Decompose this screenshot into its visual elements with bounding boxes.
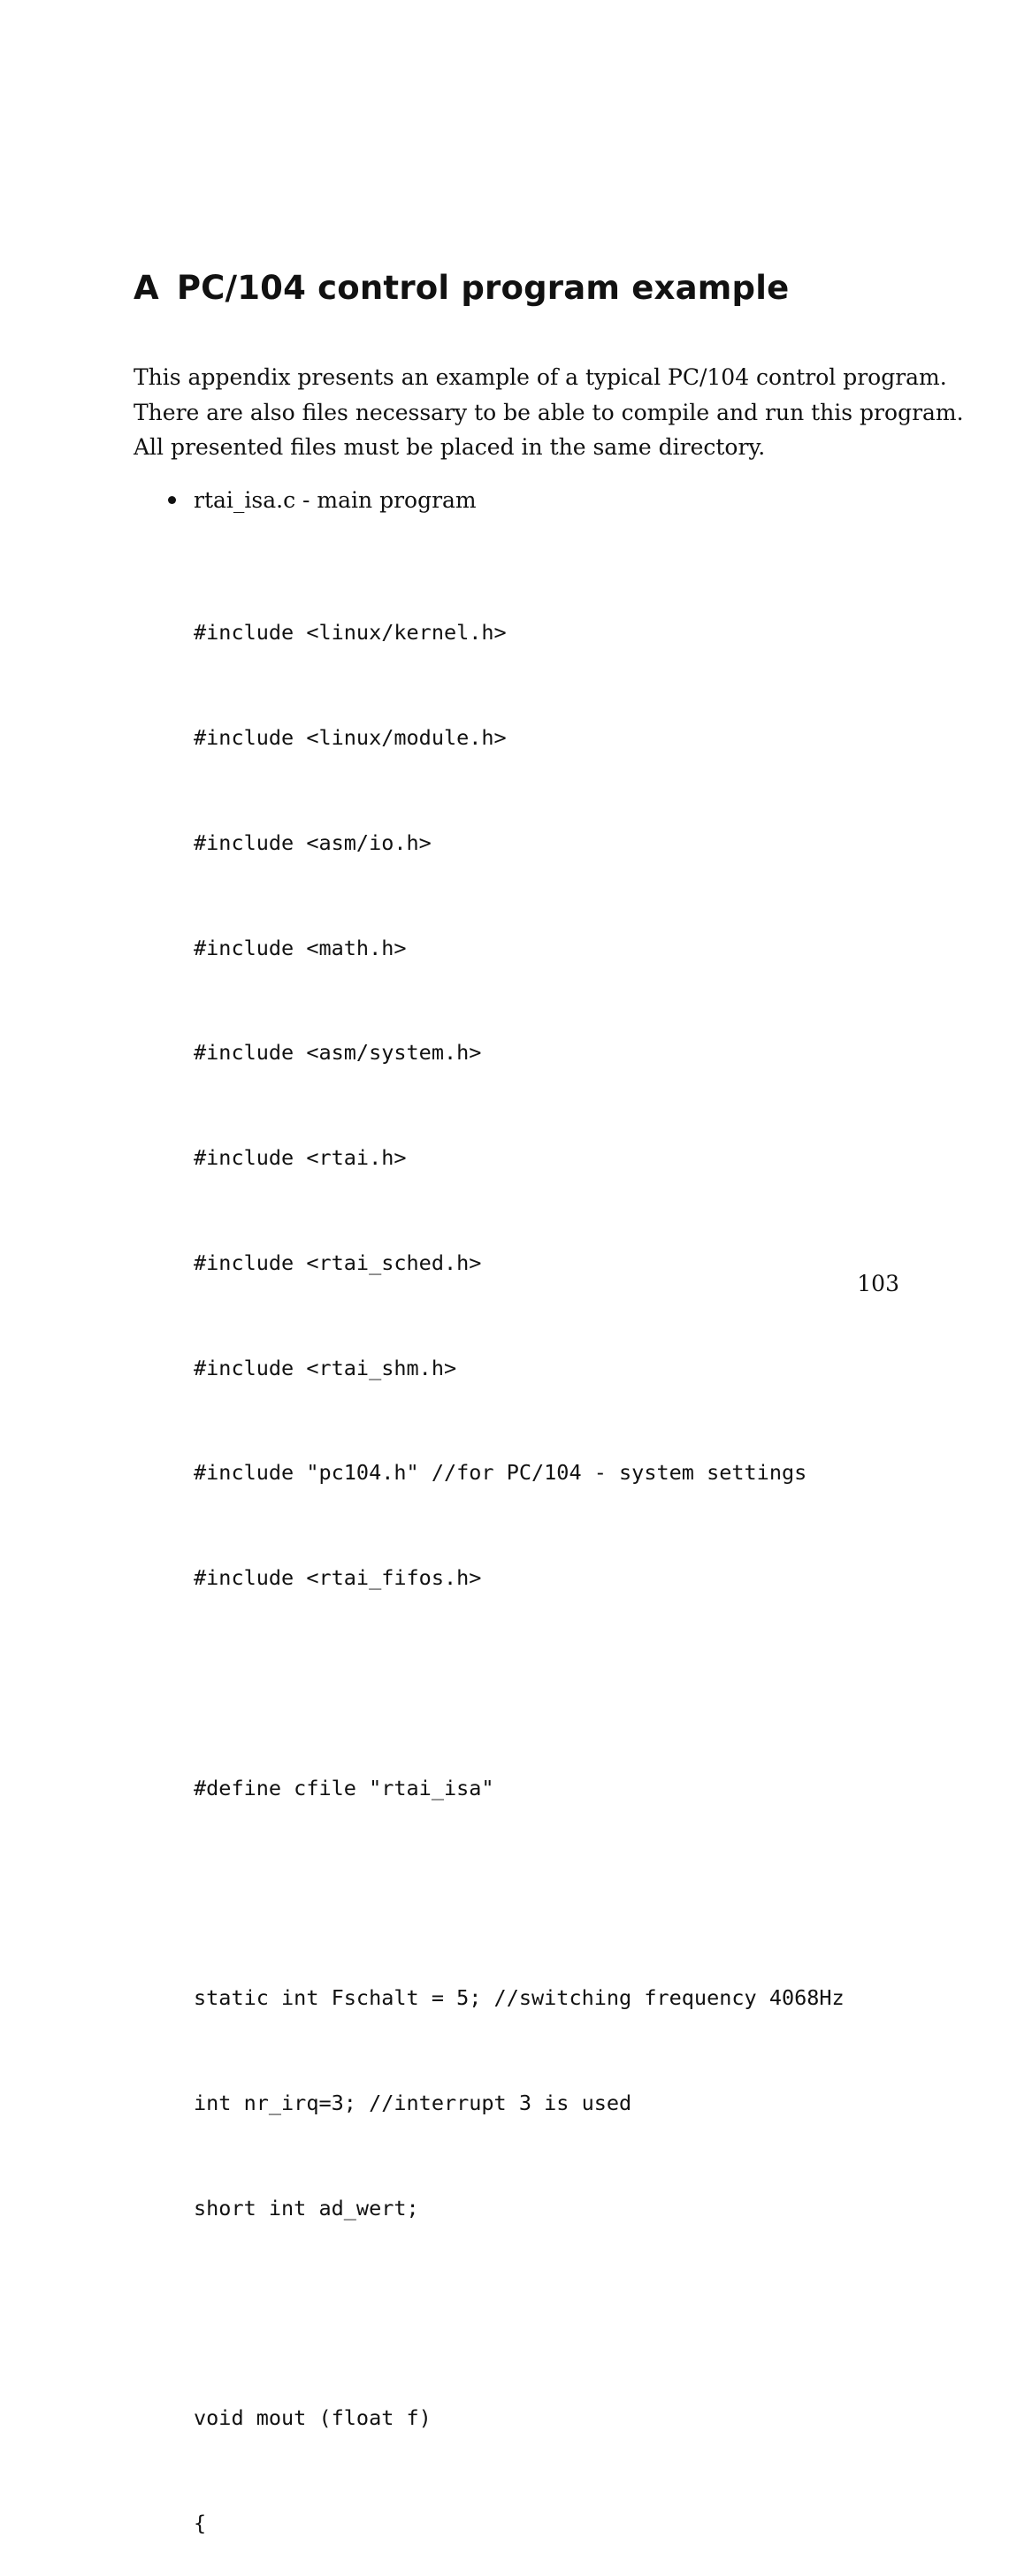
page-number: 103: [857, 1271, 899, 1296]
code-line: #include <linux/module.h>: [194, 724, 507, 750]
code-line: int nr_irq=3; //interrupt 3 is used: [194, 2091, 632, 2116]
code-line: static int Fschalt = 5; //switching frequency 4068Hz: [194, 1985, 845, 2011]
code-line: [194, 2297, 845, 2332]
code-line: {: [194, 2511, 207, 2536]
code-line: #include <rtai_sched.h>: [194, 1250, 482, 1275]
code-line: void mout (float f): [194, 2405, 432, 2431]
code-line: [194, 1666, 845, 1701]
code-line: [194, 1877, 845, 1912]
code-line: #include <rtai.h>: [194, 1145, 407, 1171]
code-listing: [194, 546, 845, 2576]
code-line: #include <asm/system.h>: [194, 1040, 482, 1066]
code-line: #include <asm/io.h>: [194, 829, 432, 855]
code-line: #include <linux/kernel.h>: [194, 620, 507, 646]
code-line: #include <rtai_shm.h>: [194, 1355, 457, 1380]
code-line: short int ad_wert;: [194, 2195, 419, 2221]
code-line: #include <math.h>: [194, 935, 407, 960]
code-line: #define cfile "rtai_isa": [194, 1775, 494, 1800]
appendix-heading: [134, 265, 789, 311]
intro-line: This appendix presents an example of a typical PC/104 control program.: [134, 364, 947, 390]
appendix-letter: A: [134, 269, 159, 307]
list-item-label: rtai_isa.c - main program: [194, 487, 477, 513]
intro-line: There are also files necessary to be able to compile and run this program.: [134, 399, 964, 425]
code-line: #include "pc104.h" //for PC/104 - system settings: [194, 1460, 807, 1486]
bullet-icon: [168, 496, 176, 504]
list-item: [168, 483, 477, 518]
intro-paragraph: [134, 360, 964, 465]
file-list: [168, 483, 477, 518]
intro-line: All presented files must be placed in the same directory.: [134, 434, 766, 460]
code-line: #include <rtai_fifos.h>: [194, 1565, 482, 1591]
appendix-title: PC/104 control program example: [176, 269, 790, 307]
